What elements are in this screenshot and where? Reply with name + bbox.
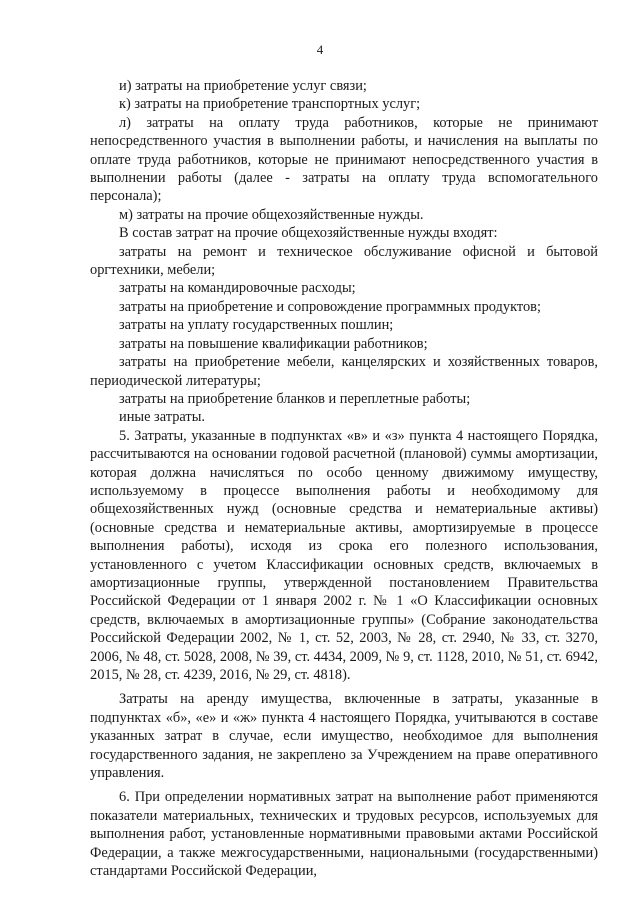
- document-body: [90, 77, 598, 880]
- paragraph-section-6: 6. При определении нормативных затрат на выполнение работ применяются показатели материальных, технических и трудовых ресурсов, используемых для выполнения работ, установленные нормативными правовыми актами Российской Федерации, а также межгосударственными, национальными (государственными) стандартами Российской Федерации,: [90, 789, 598, 880]
- paragraph-cost-software: затраты на приобретение и сопровождение программных продуктов;: [119, 298, 541, 315]
- paragraph-cost-travel: затраты на командировочные расходы;: [119, 280, 356, 297]
- paragraph-item-m: м) затраты на прочие общехозяйственные нужды.: [119, 206, 424, 223]
- paragraph-cost-forms: затраты на приобретение бланков и переплетные работы;: [119, 390, 471, 407]
- paragraph-item-l: л) затраты на оплату труда работников, которые не принимают непосредственного участия в выполнении работы, и начисления на выплаты по оплате труда работников, которые не принимают непосредственного участия в выполнении работы (далее - затраты на оплату труда вспомогательного персонала);: [90, 114, 598, 205]
- paragraph-cost-furniture: затраты на приобретение мебели, канцелярских и хозяйственных товаров, периодической литературы;: [90, 354, 598, 389]
- paragraph-rent-costs: Затраты на аренду имущества, включенные в затраты, указанные в подпунктах «б», «е» и «ж» пункта 4 настоящего Порядка, учитываются в составе указанных затрат в случае, если имущество, необходимое для выполнения государственного задания, не закреплено за Учреждением на праве оперативного управления.: [90, 691, 598, 782]
- paragraph-item-k: к) затраты на приобретение транспортных услуг;: [119, 96, 421, 113]
- paragraph-item-i: и) затраты на приобретение услуг связи;: [119, 78, 367, 94]
- page-number: 4: [316, 42, 324, 57]
- paragraph-cost-repair: затраты на ремонт и техническое обслуживание офисной и бытовой оргтехники, мебели;: [90, 243, 598, 279]
- paragraph-section-5: 5. Затраты, указанные в подпунктах «в» и «з» пункта 4 настоящего Порядка, рассчитываются на основании годовой расчетной (плановой) суммы амортизации, которая должна начисляться по особо ценному движимому имуществу, используемому в процессе выполнения работы и необходимому для общехозяйственных нужд (основные средства и нематериальные активы) (основные средства и нематериальные активы, амортизируемые в процессе выполнения работы), исходя из срока его полезного использования, установленного с учетом Классификации основных средств, включаемых в амортизационные группы, утвержденной постановлением Правительства Российской Федерации от 1 января 2002 г. № 1 «О Классификации основных средств, включаемых в амортизационные группы» (Собрание законодательства Российской Федерации 2002, № 1, ст. 52, 2003, № 28, ст. 2940, № 33, ст. 3270, 2006, № 48, ст. 5028, 2008, № 39, ст. 4434, 2009, № 9, ст. 1128, 2010, № 51, ст. 6942, 2015, № 28, ст. 4239, 2016, № 29, ст. 4818).: [90, 427, 598, 683]
- paragraph-other-costs-intro: В состав затрат на прочие общехозяйственные нужды входят:: [119, 225, 498, 242]
- paragraph-cost-training: затраты на повышение квалификации работников;: [119, 335, 428, 352]
- paragraph-cost-other: иные затраты.: [119, 409, 205, 426]
- paragraph-cost-duties: затраты на уплату государственных пошлин;: [119, 317, 394, 334]
